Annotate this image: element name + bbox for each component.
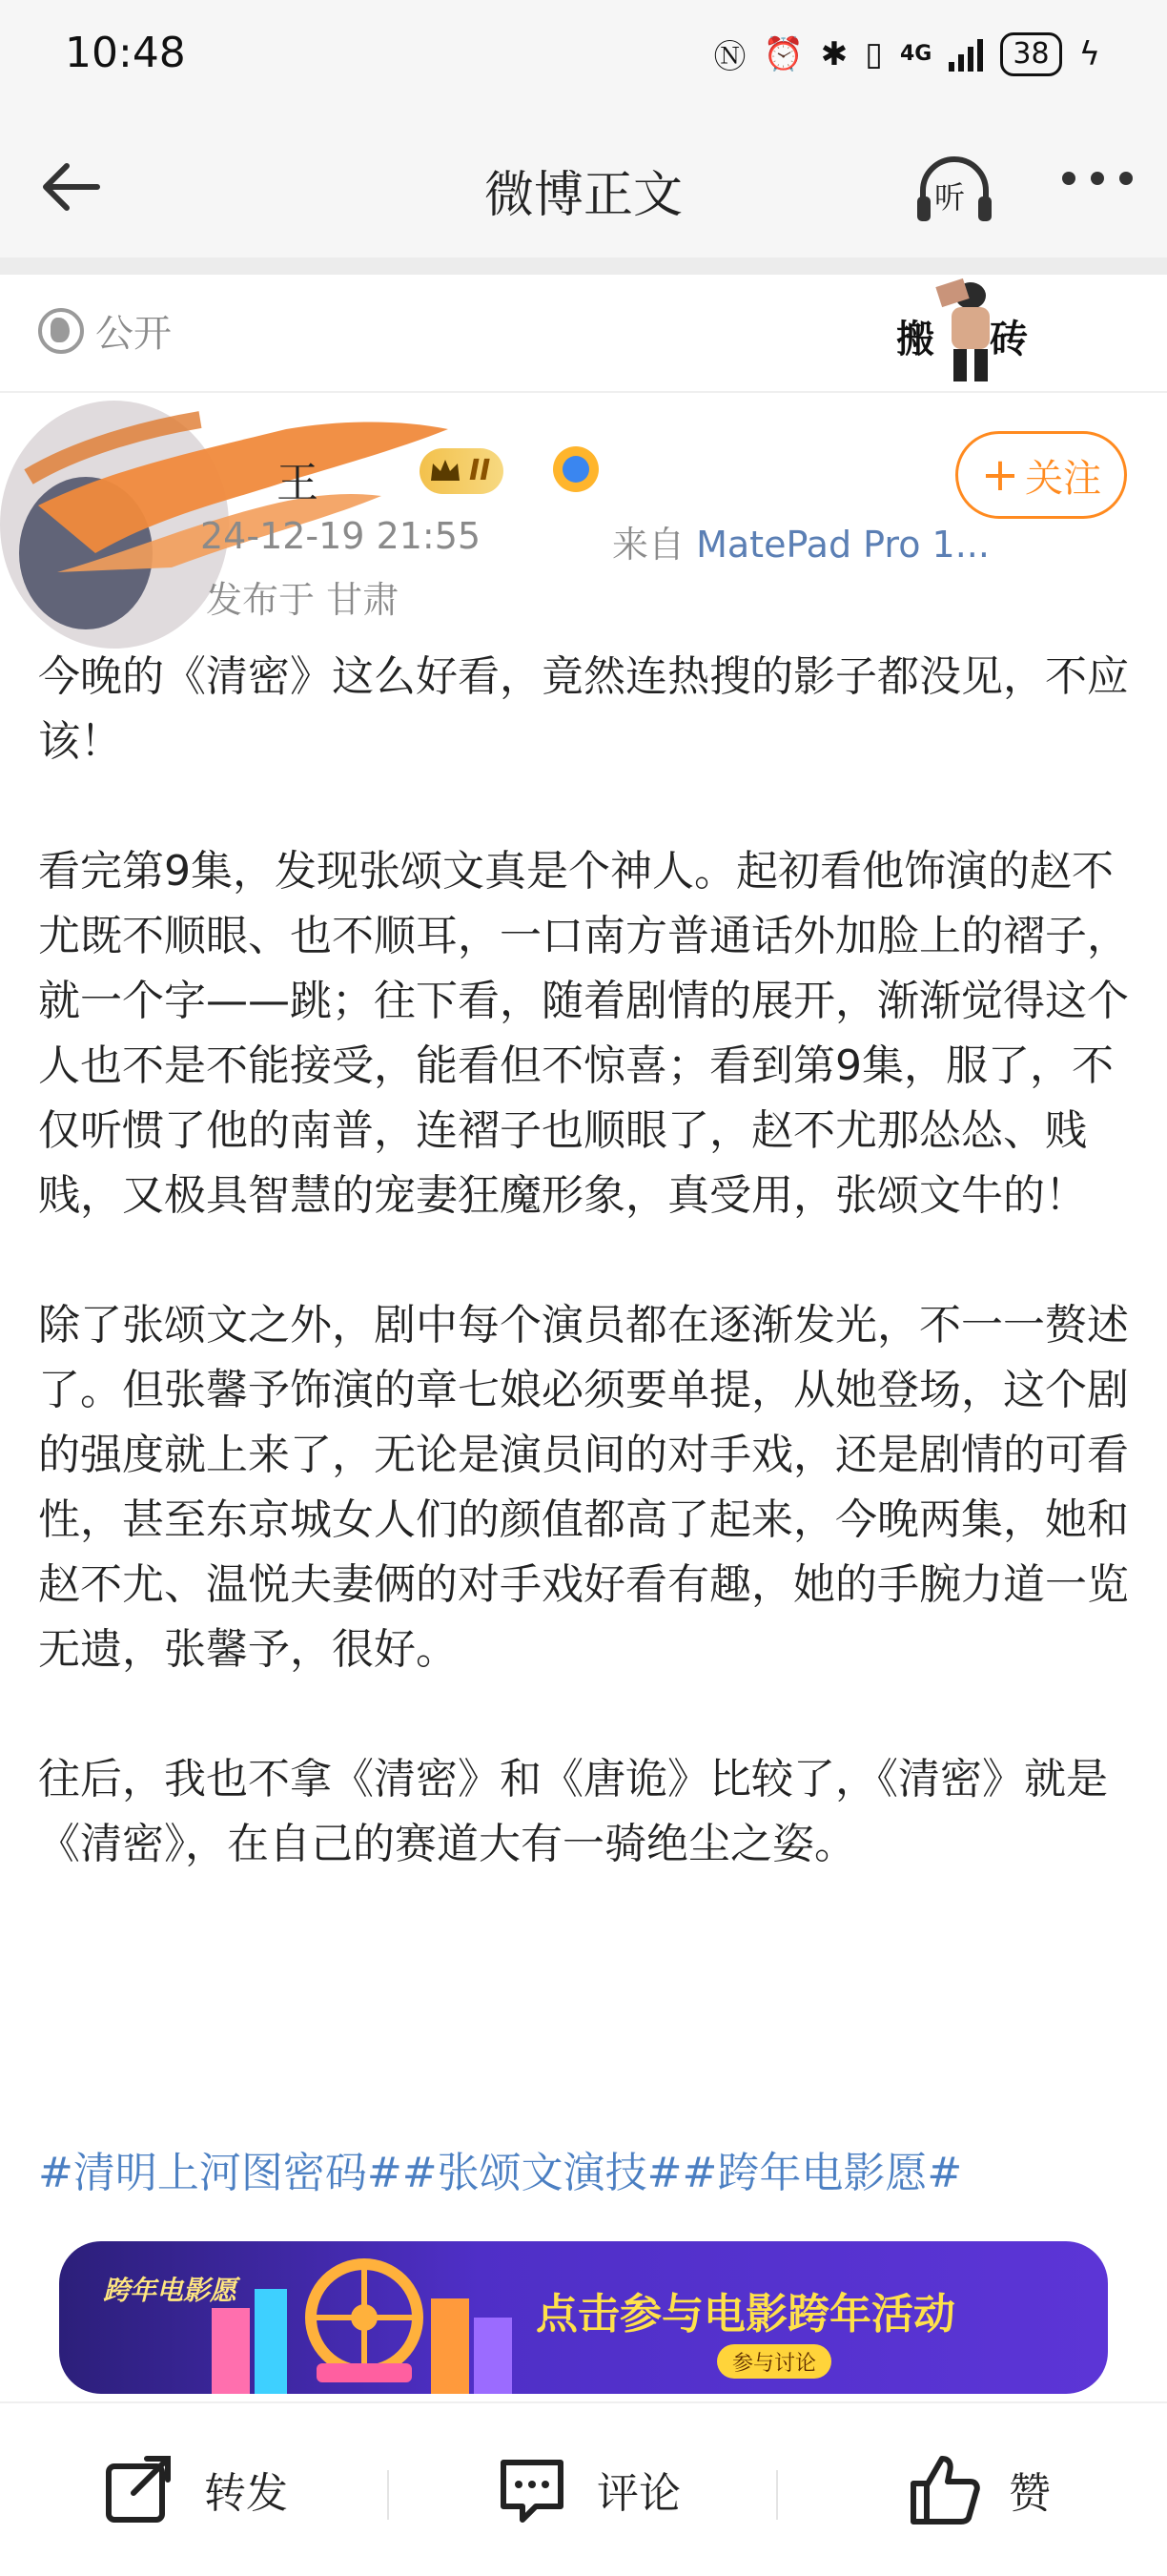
vip-level: II [469, 454, 491, 487]
status-icons [713, 31, 1100, 77]
promo-banner[interactable] [59, 2241, 1108, 2394]
sticker-text-left: 搬 [896, 318, 934, 361]
battery-indicator: 38 [1000, 32, 1061, 76]
bluetooth-icon: ✱ [820, 34, 849, 73]
repost-icon [101, 2451, 177, 2527]
page-title: 微博正文 [483, 167, 683, 224]
listen-label: 听 [934, 179, 966, 216]
banner-join-button[interactable]: 参与讨论 [717, 2344, 831, 2379]
visibility-row [38, 303, 172, 358]
post-source-prefix: 来自 [612, 524, 686, 566]
post-paragraph: 除了张颂文之外，剧中每个演员都在逐渐发光，不一一赘述了。但张馨予饰演的章七娘必须要单提，从她登场，这个剧的强度就上来了，无论是演员间的对手戏，还是剧情的可看性，甚至东京城女人们的颜值都高了起来，今晚两集，她和赵不尤、温悦夫妻俩的对手戏好看有趣，她的手腕力道一览无遗，张馨予，很好。 [38, 1301, 1129, 1674]
film-reel-ferris-wheel-icon [202, 2241, 526, 2394]
status-time: 10:48 [65, 29, 186, 77]
comment-icon [494, 2451, 570, 2527]
verified-badge-icon [553, 446, 599, 492]
action-separator [387, 2470, 389, 2520]
post-timestamp: 24-12-19 21:55 [200, 515, 481, 557]
like-label: 赞 [1009, 2469, 1051, 2518]
post-location: 发布于 甘肃 [206, 579, 399, 621]
more-dot-icon [1119, 172, 1133, 185]
globe-icon [38, 308, 84, 354]
comment-label: 评论 [597, 2469, 681, 2518]
post-paragraph: 看完第9集，发现张颂文真是个神人。起初看他饰演的赵不尤既不顺眼、也不顺耳，一口南方普通话外加脸上的褶子，就一个字——跳；往下看，随着剧情的展开，渐渐觉得这个人也不是不能接受，能看但不惊喜；看到第9集，服了，不仅听惯了他的南普，连褶子也顺眼了，赵不尤那怂怂、贱贱，又极具智慧的宠妻狂魔形象，真受用，张颂文牛的！ [38, 847, 1129, 1220]
brick-sticker [896, 275, 1039, 389]
follow-label: 关注 [1025, 456, 1102, 501]
vibrate-icon: ▯ [865, 34, 883, 73]
more-dot-icon [1062, 172, 1075, 185]
post-source[interactable] [612, 515, 990, 567]
network-type-label: 4G [900, 42, 932, 66]
post-paragraph: 今晚的《清密》这么好看，竟然连热搜的影子都没见，不应该！ [38, 652, 1129, 766]
comment-button[interactable] [494, 2451, 681, 2527]
visibility-label: 公开 [95, 312, 172, 356]
sticker-text-right: 砖 [990, 318, 1028, 361]
plus-icon: + [980, 448, 1020, 502]
banner-tag: 跨年电影愿 [103, 2275, 237, 2306]
section-divider [0, 258, 1167, 275]
charging-icon: ϟ [1078, 34, 1100, 73]
more-options-button[interactable] [1062, 172, 1133, 185]
bottom-action-bar [0, 2401, 1167, 2576]
crown-icon [429, 456, 461, 484]
status-bar [0, 0, 1167, 114]
thumbs-up-icon [906, 2451, 982, 2527]
vip-badge[interactable] [420, 448, 503, 494]
alarm-icon: ⏰ [763, 34, 804, 73]
nav-bar [0, 114, 1167, 258]
banner-title: 点击参与电影跨年活动 [536, 2290, 955, 2339]
post-body [38, 645, 1135, 1877]
more-dot-icon [1091, 172, 1104, 185]
hashtag-links[interactable]: #清明上河图密码##张颂文演技##跨年电影愿# [38, 2149, 963, 2197]
author-name[interactable]: 王 [276, 459, 318, 507]
follow-button[interactable] [955, 431, 1127, 519]
action-separator [776, 2470, 778, 2520]
signal-icon [949, 37, 983, 72]
repost-label: 转发 [204, 2469, 288, 2518]
repost-button[interactable] [101, 2451, 288, 2527]
post-source-device[interactable]: MatePad Pro 1... [696, 524, 990, 566]
post-paragraph: 往后，我也不拿《清密》和《唐诡》比较了，《清密》就是《清密》，在自己的赛道大有一骑绝尘之姿。 [38, 1755, 1108, 1868]
like-button[interactable] [906, 2451, 1051, 2527]
listen-button[interactable] [913, 151, 995, 227]
nfc-icon: Ⓝ [713, 38, 747, 76]
